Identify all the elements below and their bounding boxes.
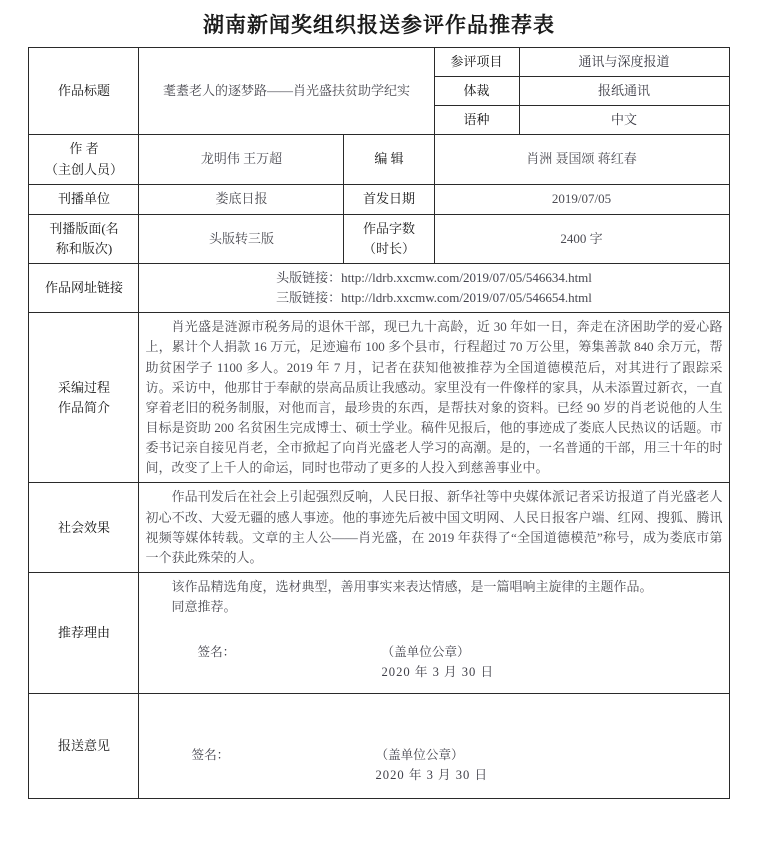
social-effect-text: 作品刊发后在社会上引起强烈反响，人民日报、新华社等中央媒体派记者采访报道了肖光盛老人初心不改、大爱无疆的感人事迹。他的事迹先后被中国文明网、人民日报客户端、红网、搜狐、腾讯视频等媒体转载。文章的主人公——肖光盛，在 2019 年获得了“全国道德模范”称号，成为娄底市第一个获此殊荣的人。 xyxy=(145,489,723,565)
first-publish-date-label: 首发日期 xyxy=(344,184,434,214)
publish-page-value: 头版转三版 xyxy=(139,214,344,263)
submit-signature-block xyxy=(139,746,728,792)
author-label-line1: 作 者 xyxy=(69,141,99,157)
table-row xyxy=(29,483,729,573)
submit-opinion-label: 报送意见 xyxy=(29,694,139,799)
summary-text-cell xyxy=(139,313,729,483)
work-title-label: 作品标题 xyxy=(29,48,139,135)
language-value: 中文 xyxy=(519,106,729,135)
summary-text: 肖光盛是涟源市税务局的退休干部，现已九十高龄，近 30 年如一日，奔走在济困助学的爱心路上，累计个人捐款 16 万元，足迹遍布 100 多个县市，行程超过 70 万公里，筹集善款 840 余万元，帮助贫困学子 1100 多人。2019 年 7 月，记者在获知他被推荐为全国道德模范后，对其进行了跟踪采访。采访中，他那甘于奉献的崇高品质让我感动。家里没有一件像样的家具，从未添置过新衣，一直穿着老旧的税务制服，对他而言，最珍贵的东西，是帮扶对象的资料。已经 90 岁的肖老说他的人生目标是资助 200 名贫困生完成博士、硕士学业。稿件见报后，他的事迹成了娄底人民热议的话题。市委书记亲自接见肖老，全市掀起了向肖光盛老人学习的高潮。是的，一名普通的干部，用三十年的时间，改变了上千人的命运，同时也带动了更多的人投入到慈善事业中。 xyxy=(145,319,723,476)
summary-label-line2: 作品简介 xyxy=(57,399,110,415)
publisher-value: 娄底日报 xyxy=(139,184,344,214)
recommendation-form-table xyxy=(28,47,729,799)
author-value: 龙明伟 王万超 xyxy=(139,135,344,184)
summary-label-line1: 采编过程 xyxy=(57,379,110,395)
work-url-label: 作品网址链接 xyxy=(29,263,139,312)
work-url-line2[interactable]: 三版链接：http://ldrb.xxcmw.com/2019/07/05/546654.html xyxy=(276,290,592,306)
table-row xyxy=(29,313,729,483)
recommend-reason-cell xyxy=(139,572,729,693)
table-row xyxy=(29,694,729,799)
table-row xyxy=(29,48,729,77)
recommend-seal-label: （盖单位公章） xyxy=(381,645,470,660)
submit-date: 2020 年 3 月 30 日 xyxy=(375,768,489,783)
work-url-value xyxy=(139,263,729,312)
recommend-date: 2020 年 3 月 30 日 xyxy=(381,665,495,680)
author-label-line2: （主创人员） xyxy=(44,161,123,177)
publish-page-label-line1: 刊播版面(名 xyxy=(49,220,119,236)
publish-page-label-line2: 称和版次) xyxy=(55,240,113,256)
word-count-label-line2: （时长） xyxy=(362,240,415,256)
category-label: 参评项目 xyxy=(434,48,519,77)
recommend-reason-line1: 该作品精选角度，选材典型，善用事实来表达情感，是一篇唱响主旋律的主题作品。 xyxy=(171,578,653,594)
word-count-value: 2400 字 xyxy=(434,214,729,263)
recommend-reason-label: 推荐理由 xyxy=(29,572,139,693)
category-value: 通讯与深度报道 xyxy=(519,48,729,77)
summary-label xyxy=(29,313,139,483)
table-row xyxy=(29,263,729,312)
word-count-label xyxy=(344,214,434,263)
language-label: 语种 xyxy=(434,106,519,135)
publisher-label: 刊播单位 xyxy=(29,184,139,214)
recommend-signature-block xyxy=(145,643,722,689)
social-effect-label: 社会效果 xyxy=(29,483,139,573)
editor-value: 肖洲 聂国颂 蒋红春 xyxy=(434,135,729,184)
submit-signature-label[interactable]: 签名： xyxy=(191,748,230,763)
work-url-line1[interactable]: 头版链接：http://ldrb.xxcmw.com/2019/07/05/546634.html xyxy=(276,269,592,285)
genre-value: 报纸通讯 xyxy=(519,77,729,106)
recommend-signature-label[interactable]: 签名： xyxy=(197,645,236,660)
work-title-value: 耄耋老人的逐梦路——肖光盛扶贫助学纪实 xyxy=(139,48,434,135)
author-label xyxy=(29,135,139,184)
first-publish-date-value: 2019/07/05 xyxy=(434,184,729,214)
submit-opinion-cell xyxy=(139,694,729,799)
word-count-label-line1: 作品字数 xyxy=(362,220,415,236)
table-row xyxy=(29,214,729,263)
table-row xyxy=(29,184,729,214)
genre-label: 体裁 xyxy=(434,77,519,106)
table-row xyxy=(29,135,729,184)
submit-seal-label: （盖单位公章） xyxy=(375,748,464,763)
publish-page-label xyxy=(29,214,139,263)
social-effect-text-cell xyxy=(139,483,729,573)
table-row xyxy=(29,572,729,693)
editor-label: 编 辑 xyxy=(344,135,434,184)
page-title: 湖南新闻奖组织报送参评作品推荐表 xyxy=(203,14,555,37)
recommend-reason-line2: 同意推荐。 xyxy=(171,599,237,615)
